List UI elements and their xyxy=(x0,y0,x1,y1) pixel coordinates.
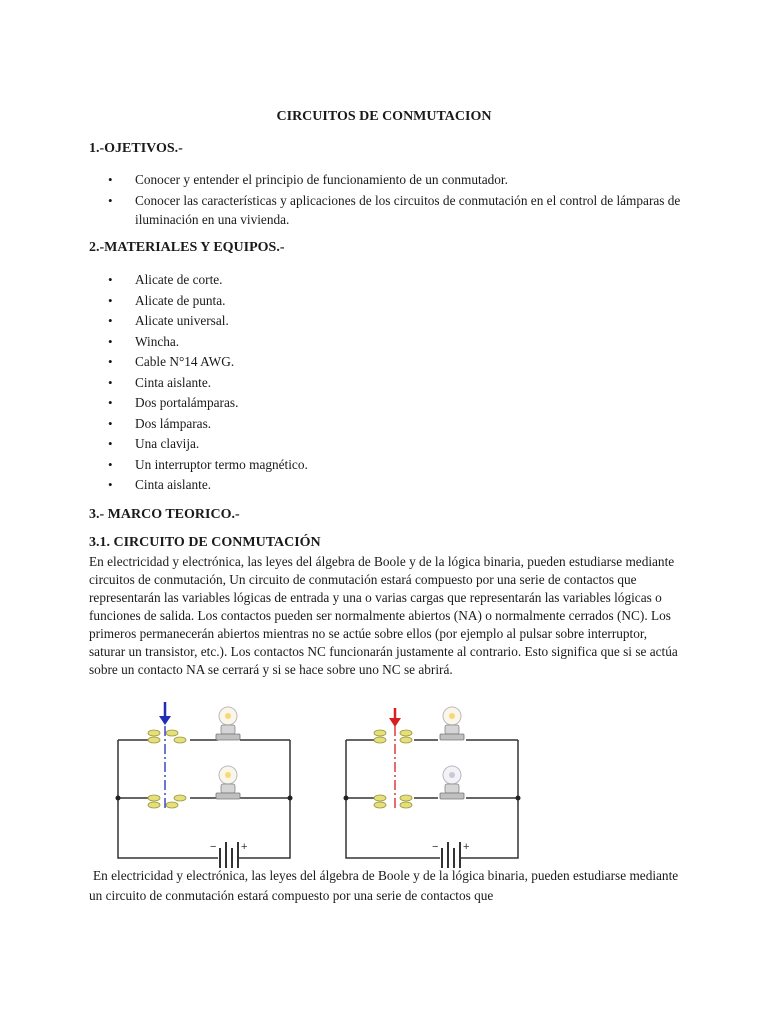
battery-plus-label: + xyxy=(241,841,248,853)
list-item: • Cinta aislante. xyxy=(89,475,689,496)
list-item: • Dos lámparas. xyxy=(89,414,689,435)
list-item: • Alicate de punta. xyxy=(89,291,689,312)
section-heading-theory: 3.- MARCO TEORICO.- xyxy=(89,507,240,522)
lamp-icon xyxy=(216,707,240,740)
lamp-icon xyxy=(440,707,464,740)
list-item: • Wincha. xyxy=(89,332,689,353)
section-heading-materials: 2.-MATERIALES Y EQUIPOS.- xyxy=(89,240,285,255)
lamp-icon xyxy=(216,766,240,799)
list-item: • Una clavija. xyxy=(89,434,689,455)
battery-icon xyxy=(432,841,469,868)
materials-list xyxy=(89,270,689,496)
list-item: • Dos portalámparas. xyxy=(89,393,689,414)
body-paragraph-continued: En electricidad y electrónica, las leyes del álgebra de Boole y de la lógica binaria, pueden estudiarse mediante un circuito de conmutación estará compuesto por una serie de contactos que xyxy=(89,868,679,903)
list-item: • Un interruptor termo magnético. xyxy=(89,455,689,476)
lamp-icon xyxy=(440,766,464,799)
contact-na-top xyxy=(374,730,412,743)
list-item: • Alicate universal. xyxy=(89,311,689,332)
body-paragraph: En electricidad y electrónica, las leyes del álgebra de Boole y de la lógica binaria, pueden estudiarse mediante circuitos de conmutación, Un circuito de conmutación estará compuesto por una serie de contactos que representarán las variables lógicas de entrada y una o varias cargas que representarán las variables lógicas o funciones de salida. Los contactos pueden ser normalmente abiertos (NA) o normalmente cerrados (NC). Los primeros permanecerán abiertos mientras no se actúe sobre ellos (por ejemplo al pulsar sobre interruptor, saturar un transistor, etc.). Los contactos NC funcionarán justamente al contrario. Esto significa que si se actúa sobre un contacto NA se cerrará y si se hace sobre uno NC se abrirá. xyxy=(89,554,678,677)
list-item: • Cinta aislante. xyxy=(89,373,689,394)
junction-dot xyxy=(516,796,521,801)
battery-minus-label: − xyxy=(210,841,217,853)
circuit-diagram-right xyxy=(338,698,528,868)
arrow-down-icon xyxy=(389,708,401,727)
list-item: • Cable N°14 AWG. xyxy=(89,352,689,373)
junction-dot xyxy=(116,796,121,801)
objectives-list xyxy=(89,170,689,229)
battery-icon xyxy=(210,841,247,868)
junction-dot xyxy=(344,796,349,801)
list-item: • Conocer y entender el principio de funcionamiento de un conmutador. xyxy=(89,170,689,191)
circuit-diagram-left xyxy=(110,698,300,868)
arrow-down-icon xyxy=(159,702,171,725)
circuit-wires xyxy=(118,740,290,858)
junction-dot xyxy=(288,796,293,801)
battery-minus-label: − xyxy=(432,841,439,853)
section-heading-objectives: 1.-OJETIVOS.- xyxy=(89,141,183,156)
document-title: CIRCUITOS DE CONMUTACION xyxy=(276,109,492,124)
list-item: • Conocer las características y aplicaciones de los circuitos de conmutación en el control de lámparas de iluminación en una vivienda. xyxy=(89,191,689,229)
subsection-heading: 3.1. CIRCUITO DE CONMUTACIÓN xyxy=(89,535,321,550)
contact-nc-bottom xyxy=(374,795,412,808)
battery-plus-label: + xyxy=(463,841,470,853)
contact-nc-bottom xyxy=(148,795,186,808)
list-item: • Alicate de corte. xyxy=(89,270,689,291)
contact-na-top xyxy=(148,730,186,743)
